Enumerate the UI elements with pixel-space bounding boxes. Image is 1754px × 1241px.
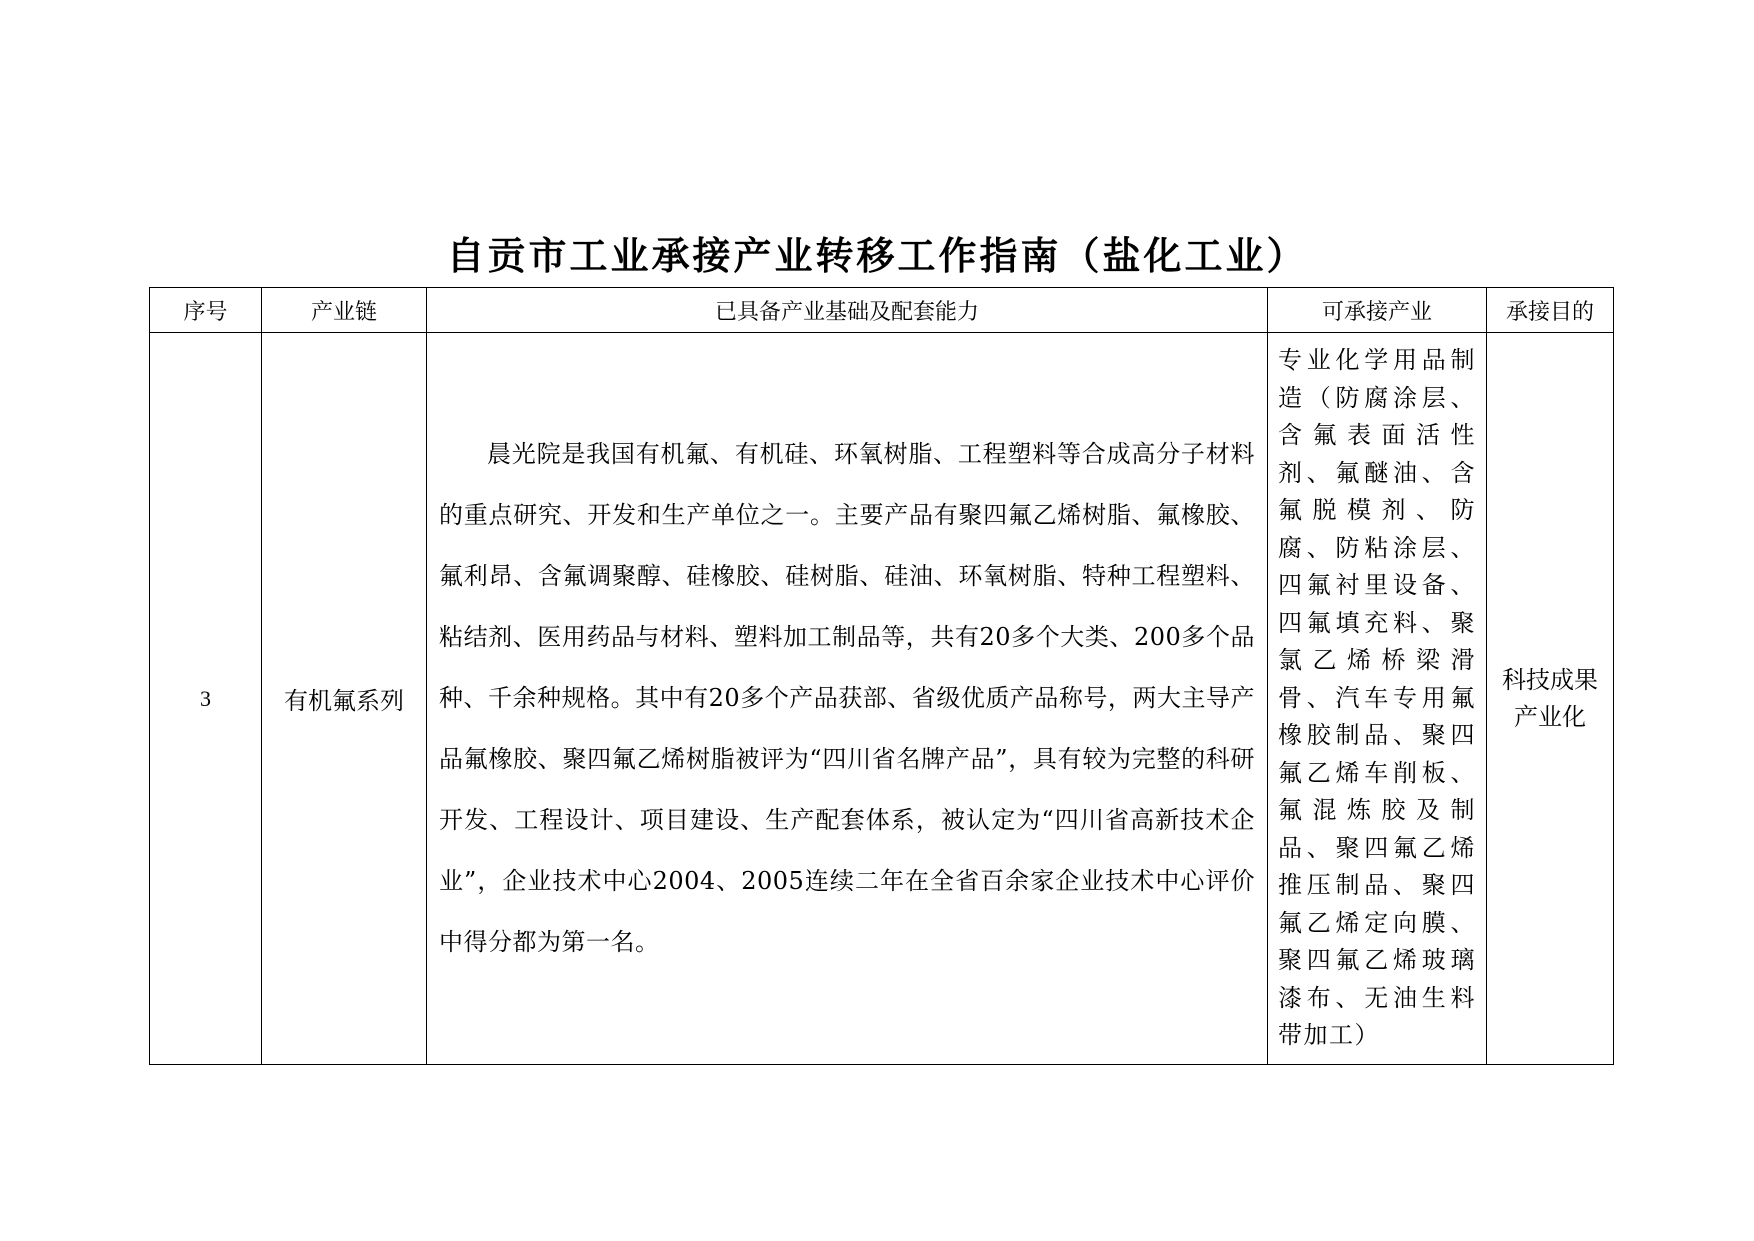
guide-table — [149, 287, 1614, 1065]
cell-goal: 科技成果产业化 — [1487, 333, 1614, 1065]
table-header-row — [150, 288, 1614, 333]
cell-number: 3 — [150, 333, 262, 1065]
header-chain: 产业链 — [262, 288, 427, 333]
header-goal: 承接目的 — [1487, 288, 1614, 333]
foundation-text: 晨光院是我国有机氟、有机硅、环氧树脂、工程塑料等合成高分子材料的重点研究、开发和生产单位之一。主要产品有聚四氟乙烯树脂、氟橡胶、氟利昂、含氟调聚醇、硅橡胶、硅树脂、硅油、环氧树脂、特种工程塑料、粘结剂、医用药品与材料、塑料加工制品等，共有20多个大类、200多个品种、千余种规格。其中有20多个产品获部、省级优质产品称号，两大主导产品氟橡胶、聚四氟乙烯树脂被评为“四川省名牌产品”，具有较为完整的科研开发、工程设计、项目建设、生产配套体系，被认定为“四川省高新技术企业”，企业技术中心2004、2005连续二年在全省百余家企业技术中心评价中得分都为第一名。 — [439, 440, 1255, 956]
header-number: 序号 — [150, 288, 262, 333]
page-title: 自贡市工业承接产业转移工作指南（盐化工业） — [446, 233, 1308, 278]
header-industries: 可承接产业 — [1268, 288, 1487, 333]
header-foundation: 已具备产业基础及配套能力 — [427, 288, 1268, 333]
cell-industries — [1268, 333, 1487, 1065]
cell-foundation — [427, 333, 1268, 1065]
table-row — [150, 333, 1614, 1065]
cell-chain: 有机氟系列 — [262, 333, 427, 1065]
industries-text: 专业化学用品制造（防腐涂层、含氟表面活性剂、氟醚油、含氟脱模剂、防腐、防粘涂层、四氟衬里设备、四氟填充料、聚氯乙烯桥梁滑骨、汽车专用氟橡胶制品、聚四氟乙烯车削板、氟混炼胶及制品、聚四氟乙烯推压制品、聚四氟乙烯定向膜、聚四氟乙烯玻璃漆布、无油生料带加工） — [1278, 346, 1476, 1050]
